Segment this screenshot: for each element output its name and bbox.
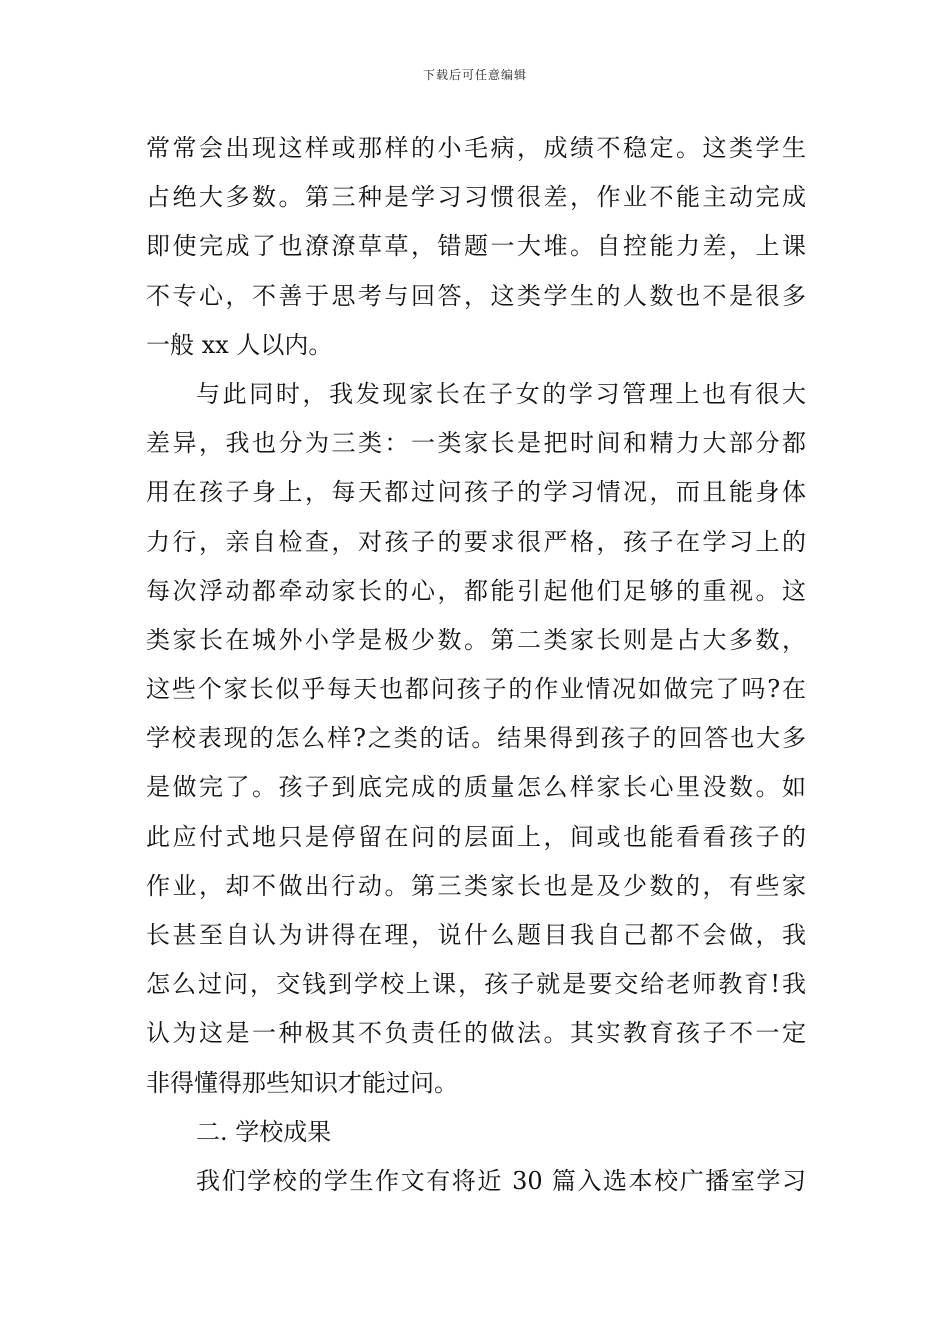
text-line: 长甚至自认为讲得在理，说什么题目我自己都不会做，我 [146,921,806,949]
text-line: 学校表现的怎么样?之类的话。结果得到孩子的回答也大多 [146,724,806,753]
text-line: 是做完了。孩子到底完成的质量怎么样家长心里没数。如 [146,773,806,802]
text-line: 不专心，不善于思考与回答，这类学生的人数也不是很多 [146,281,806,310]
text-line: 一般 xx 人以内。 [146,330,333,359]
section-heading: 二. 学校成果 [196,1117,332,1146]
text-line: 常常会出现这样或那样的小毛病，成绩不稳定。这类学生 [146,134,806,162]
text-line: 每次浮动都牵动家长的心，都能引起他们足够的重视。这 [146,576,806,605]
text-line: 这些个家长似乎每天也都问孩子的作业情况如做完了吗?在 [146,675,806,704]
text-line: 与此同时，我发现家长在子女的学习管理上也有很大 [196,379,806,408]
text-line: 作业，却不做出行动。第三类家长也是及少数的，有些家 [146,871,806,900]
text-line: 我们学校的学生作文有将近 30 篇入选本校广播室学习 [196,1166,806,1195]
text-line: 占绝大多数。第三种是学习习惯很差，作业不能主动完成 [146,183,806,212]
text-line: 怎么过问，交钱到学校上课，孩子就是要交给老师教育!我 [146,970,806,999]
text-line: 类家长在城外小学是极少数。第二类家长则是占大多数， [146,625,806,654]
text-line: 认为这是一种极其不负责任的做法。其实教育孩子不一定 [146,1019,806,1048]
text-line: 此应付式地只是停留在问的层面上，间或也能看看孩子的 [146,822,806,851]
body-text [146,124,806,1206]
text-line: 用在孩子身上，每天都过问孩子的学习情况，而且能身体 [146,478,806,507]
text-line: 差异，我也分为三类：一类家长是把时间和精力大部分都 [146,429,806,458]
text-line: 非得懂得那些知识才能过问。 [146,1068,458,1097]
page-header: 下载后可任意编辑 [422,68,527,82]
text-line: 即使完成了也潦潦草草，错题一大堆。自控能力差，上课 [146,232,806,261]
text-line: 力行，亲自检查，对孩子的要求很严格，孩子在学习上的 [146,527,806,556]
